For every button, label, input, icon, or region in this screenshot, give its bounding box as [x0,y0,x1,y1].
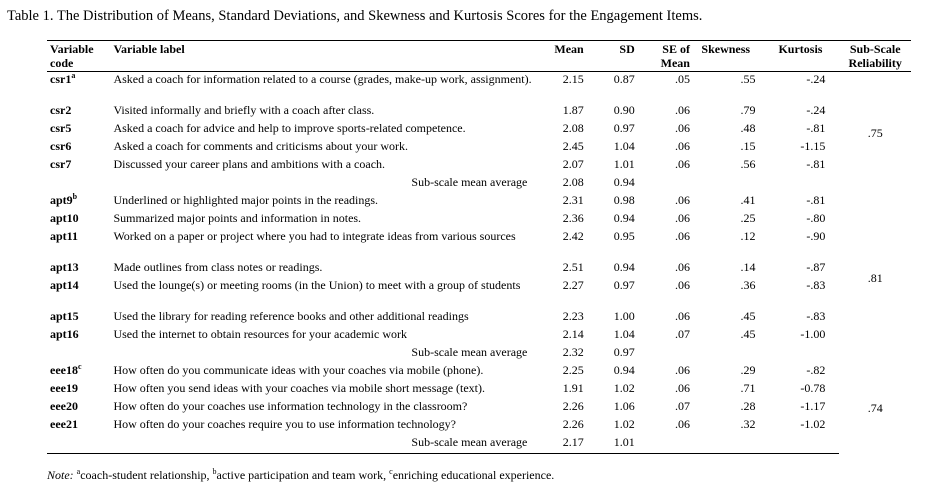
sd-value: 1.02 [613,417,635,431]
note-sup-a: a [76,467,81,476]
skewness-value: .55 [740,72,756,86]
header-sub-scale-reliability: Sub-Scale Reliability [848,42,902,70]
table-row [47,103,911,121]
skewness-value: .15 [740,139,756,153]
variable-code: eee19 [50,381,78,395]
variable-label: Asked a coach for advice and help to improve sports-related competence. [113,121,466,135]
variable-code-cell [47,327,110,345]
table-row [47,399,911,417]
table-row [47,121,911,139]
se-value: .06 [674,417,690,431]
note-text-b: active participation and team work, [216,468,390,482]
variable-code: csr2 [50,103,72,117]
kurtosis-value: -.24 [806,72,826,86]
variable-code-cell [47,211,110,229]
kurtosis-value: -.90 [806,229,826,243]
table-row [47,327,911,345]
mean-value: 2.14 [562,327,584,341]
variable-code-cell [47,309,110,327]
sub-scale-reliability-value: .75 [867,125,883,140]
table-row [47,363,911,381]
empty-cell [762,175,840,193]
variable-code: csr1 [50,72,72,86]
variable-label: Underlined or highlighted major points in the readings. [113,193,379,207]
empty-cell [47,345,110,363]
variable-code-cell [47,193,110,211]
variable-code-cell [47,103,110,121]
header-se-of-mean: SE of Mean [660,42,690,70]
se-value: .06 [674,278,690,292]
sub-scale-sd: 0.94 [613,175,635,189]
sub-scale-sd: 0.97 [613,345,635,359]
sub-scale-reliability-value: .81 [867,271,883,285]
variable-code: apt9 [50,193,73,207]
skewness-value: .45 [740,327,756,341]
mean-value: 2.27 [562,278,584,292]
variable-code-cell [47,417,110,435]
table-body [47,72,911,454]
variable-code-cell [47,229,110,260]
variable-code: apt11 [50,229,79,243]
empty-cell [638,435,693,454]
variable-label: Worked on a paper or project where you had to integrate ideas from various sources [113,229,516,243]
variable-code-cell [47,381,110,399]
variable-label: Used the internet to obtain resources for your academic work [113,327,407,341]
kurtosis-value: -.81 [806,193,826,207]
skewness-value: .28 [740,399,756,413]
variable-label: How often do your coaches use information technology in the classroom? [113,399,468,413]
se-value: .05 [674,72,690,86]
sd-value: 1.04 [613,139,635,153]
mean-value: 2.08 [562,121,584,135]
se-value: .06 [674,139,690,153]
table-row [47,229,911,260]
note-sup-b: b [212,467,217,476]
sub-scale-mean: 2.17 [535,435,586,454]
se-value: .06 [674,363,690,377]
skewness-value: .12 [740,229,756,243]
variable-label: How often do you communicate ideas with your coaches via mobile (phone). [113,363,484,377]
table-caption: Table 1. The Distribution of Means, Standard Deviations, and Skewness and Kurtosis Scores for the Engagement Items. [7,8,703,24]
table-row [47,417,911,435]
kurtosis-value: -.87 [806,260,826,274]
mean-value: 2.36 [562,211,584,225]
mean-value: 2.51 [562,260,584,274]
kurtosis-value: -0.78 [800,381,826,395]
se-value: .07 [674,327,690,341]
variable-code-cell [47,363,110,381]
header-kurtosis: Kurtosis [778,42,823,56]
mean-value: 2.45 [562,139,584,153]
se-value: .06 [674,309,690,323]
sub-scale-mean-average-label: Sub-scale mean average [411,345,528,359]
se-value: .06 [674,381,690,395]
variable-code-cell [47,157,110,175]
table-row [47,157,911,175]
variable-label: Summarized major points and information in notes. [113,211,362,225]
variable-label: Asked a coach for comments and criticisms about your work. [113,139,409,153]
empty-cell [762,345,840,363]
skewness-value: .36 [740,278,756,292]
variable-code: apt10 [50,211,79,225]
sub-scale-mean: 2.32 [562,345,584,359]
variable-label: Asked a coach for information related to a course (grades, make-up work, assignment). [113,72,532,86]
sub-scale-sd: 1.01 [587,435,638,454]
header-variable-code: Variable code [50,42,94,70]
header-sd: SD [619,42,635,56]
skewness-value: .71 [740,381,756,395]
kurtosis-value: -.83 [806,309,826,323]
variable-code-cell [47,139,110,157]
variable-code: csr6 [50,139,72,153]
skewness-value: .25 [740,211,756,225]
sub-scale-average-row [47,345,911,363]
variable-code: csr7 [50,157,72,171]
sd-value: 0.97 [613,278,635,292]
variable-code: eee21 [50,417,78,431]
se-value: .06 [674,193,690,207]
kurtosis-value: -1.15 [800,139,826,153]
variable-code: apt16 [50,327,79,341]
skewness-value: .41 [740,193,756,207]
sd-value: 1.06 [613,399,635,413]
sub-scale-reliability-value: .74 [867,401,883,416]
sd-value: 0.94 [613,211,635,225]
table-row [47,211,911,229]
variable-code-cell [47,72,110,104]
sub-scale-average-row [47,175,911,193]
variable-label: How often do your coaches require you to use information technology? [113,417,457,431]
variable-code-cell [47,260,110,278]
sd-value: 1.00 [613,309,635,323]
mean-value: 2.31 [562,193,584,207]
skewness-value: .79 [740,103,756,117]
variable-label: Used the library for reading reference books and other additional readings [113,309,469,323]
sd-value: 0.87 [613,72,635,86]
se-value: .06 [674,260,690,274]
kurtosis-value: -.83 [806,278,826,292]
sd-value: 0.94 [613,260,635,274]
kurtosis-value: -1.17 [800,399,826,413]
se-value: .07 [674,399,690,413]
header-mean: Mean [554,42,584,56]
table-row [47,278,911,309]
header-row [47,41,911,72]
kurtosis-value: -.81 [806,157,826,171]
mean-value: 2.15 [562,72,584,86]
table-row [47,260,911,278]
engagement-table [47,40,911,454]
header-variable-label: Variable label [113,42,185,56]
sd-value: 0.95 [613,229,635,243]
kurtosis-value: -.24 [806,103,826,117]
table-row [47,139,911,157]
variable-label: How often you send ideas with your coaches via mobile short message (text). [113,381,486,395]
mean-value: 2.25 [562,363,584,377]
se-value: .06 [674,157,690,171]
variable-code-cell [47,399,110,417]
mean-value: 1.87 [562,103,584,117]
empty-cell [693,175,762,193]
note-prefix: Note: [47,468,74,482]
empty-cell [693,435,762,454]
sub-scale-average-row [47,435,911,454]
variable-code-cell [47,278,110,309]
sub-scale-mean: 2.08 [562,175,584,189]
sd-value: 1.02 [613,381,635,395]
variable-code: apt14 [50,278,79,292]
skewness-value: .32 [740,417,756,431]
kurtosis-value: -.81 [806,121,826,135]
variable-code-superscript: c [77,362,82,371]
variable-label: Visited informally and briefly with a coach after class. [113,103,375,117]
note-sup-c: c [389,467,393,476]
note-text-c: enriching educational experience. [392,468,555,482]
variable-code: apt15 [50,309,79,323]
empty-cell [47,435,110,454]
kurtosis-value: -.82 [806,363,826,377]
empty-cell [638,345,693,363]
se-value: .06 [674,211,690,225]
table-row [47,381,911,399]
se-value: .06 [674,103,690,117]
mean-value: 1.91 [562,381,584,395]
sub-scale-mean-average-label: Sub-scale mean average [411,175,528,189]
sub-scale-mean-average-label: Sub-scale mean average [110,435,535,454]
sd-value: 1.01 [613,157,635,171]
empty-cell [638,175,693,193]
variable-code: eee18 [50,363,78,377]
kurtosis-value: -1.00 [800,327,826,341]
variable-code: eee20 [50,399,78,413]
sd-value: 0.90 [613,103,635,117]
variable-code: csr5 [50,121,72,135]
variable-code-superscript: b [72,192,78,201]
table-note [47,468,554,483]
table-row [47,72,911,104]
empty-cell [693,345,762,363]
empty-cell [47,175,110,193]
kurtosis-value: -.80 [806,211,826,225]
variable-code: apt13 [50,260,79,274]
se-value: .06 [674,229,690,243]
table-row [47,309,911,327]
sd-value: 0.98 [613,193,635,207]
table-row [47,193,911,211]
mean-value: 2.23 [562,309,584,323]
mean-value: 2.42 [562,229,584,243]
skewness-value: .29 [740,363,756,377]
variable-code-cell [47,121,110,139]
header-skewness: Skewness [701,42,751,56]
skewness-value: .45 [740,309,756,323]
mean-value: 2.26 [562,417,584,431]
skewness-value: .14 [740,260,756,274]
table-header [47,41,911,72]
skewness-value: .48 [740,121,756,135]
sd-value: 0.94 [613,363,635,377]
mean-value: 2.07 [562,157,584,171]
variable-label: Used the lounge(s) or meeting rooms (in the Union) to meet with a group of students [113,278,521,292]
variable-label: Discussed your career plans and ambitions with a coach. [113,157,386,171]
mean-value: 2.26 [562,399,584,413]
variable-code-superscript: a [71,71,76,80]
note-text-a: coach-student relationship, [80,468,213,482]
empty-cell [762,435,840,454]
skewness-value: .56 [740,157,756,171]
sd-value: 1.04 [613,327,635,341]
sd-value: 0.97 [613,121,635,135]
kurtosis-value: -1.02 [800,417,826,431]
variable-label: Made outlines from class notes or readings. [113,260,323,274]
se-value: .06 [674,121,690,135]
